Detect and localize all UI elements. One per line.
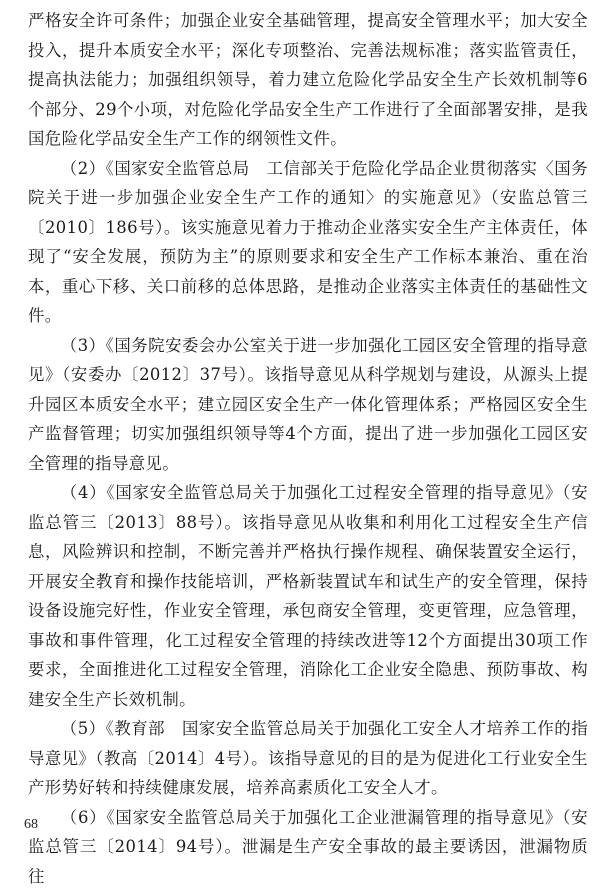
page-number: 68 xyxy=(24,817,38,833)
paragraph-item-6: （6）《国家安全监管总局关于加强化工企业泄漏管理的指导意见》（安监总管三〔2014〕94号）。泄漏是生产安全事故的最主要诱因，泄漏物质往 xyxy=(28,803,588,891)
paragraph-item-3: （3）《国务院安委会办公室关于进一步加强化工园区安全管理的指导意见》（安委办〔2012〕37号）。该指导意见从科学规划与建设，从源头上提升园区本质安全水平；建立园区安全生产一体化管理体系；严格园区安全生产监督管理；切实加强组织领导等4个方面，提出了进一步加强化工园区安全管理的指导意见。 xyxy=(28,331,588,479)
page-body xyxy=(28,6,588,891)
paragraph-item-4: （4）《国家安全监管总局关于加强化工过程安全管理的指导意见》（安监总管三〔2013〕88号）。该指导意见从收集和利用化工过程安全生产信息，风险辨识和控制，不断完善并严格执行操作规程、确保装置安全运行，开展安全教育和操作技能培训，严格新装置试车和试生产的安全管理，保持设备设施完好性，作业安全管理，承包商安全管理，变更管理，应急管理，事故和事件管理，化工过程安全管理的持续改进等12个方面提出30项工作要求，全面推进化工过程安全管理，消除化工企业安全隐患、预防事故、构建安全生产长效机制。 xyxy=(28,478,588,714)
paragraph-continuation: 严格安全许可条件；加强企业安全基础管理，提高安全管理水平；加大安全投入，提升本质安全水平；深化专项整治、完善法规标准；落实监管责任，提高执法能力；加强组织领导，着力建立危险化学品安全生产长效机制等6个部分、29个小项，对危险化学品安全生产工作进行了全面部署安排，是我国危险化学品安全生产工作的纲领性文件。 xyxy=(28,6,588,154)
paragraph-item-5: （5）《教育部 国家安全监管总局关于加强化工安全人才培养工作的指导意见》（教高〔2014〕4号）。该指导意见的目的是为促进化工行业安全生产形势好转和持续健康发展，培养高素质化工安全人才。 xyxy=(28,714,588,803)
paragraph-item-2: （2）《国家安全监管总局 工信部关于危险化学品企业贯彻落实〈国务院关于进一步加强企业安全生产工作的通知〉的实施意见》（安监总管三〔2010〕186号）。该实施意见着力于推动企业落实安全生产主体责任，体现了“安全发展，预防为主”的原则要求和安全生产工作标本兼治、重在治本，重心下移、关口前移的总体思路，是推动企业落实主体责任的基础性文件。 xyxy=(28,154,588,331)
